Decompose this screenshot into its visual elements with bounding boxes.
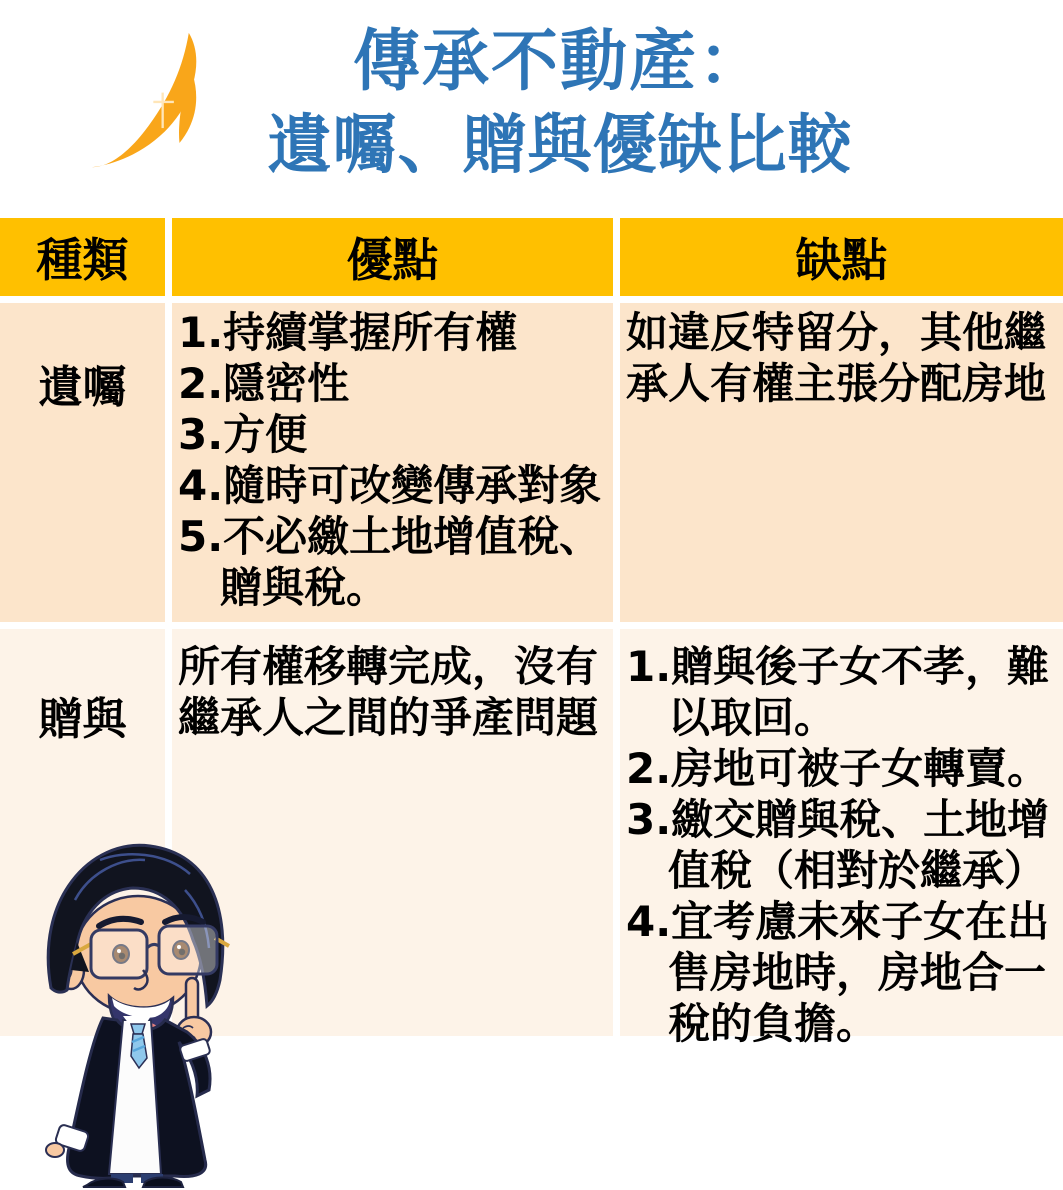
advantage-item: 4.隨時可改變傳承對象 <box>178 461 602 510</box>
disadvantage-item: 4.宜考慮未來子女在出售房地時，房地合一稅的負擔。 <box>626 897 1050 1048</box>
disadvantage-item: 如違反特留分，其他繼承人有權主張分配房地 <box>626 308 1047 408</box>
page-title <box>90 22 1030 185</box>
col-header-type: 種類 <box>0 218 165 296</box>
advantage-item: 所有權移轉完成，沒有繼承人之間的爭產問題 <box>178 642 599 742</box>
row-gift-type-label: 贈與 <box>0 629 165 1036</box>
lawyer-cartoon-mascot <box>5 830 270 1188</box>
advantage-item: 5.不必繳土地增值稅、贈與稅。 <box>178 512 602 612</box>
advantage-item: 3.方便 <box>178 410 308 459</box>
title-line-2: 遺囑、贈與優缺比較 <box>267 109 853 184</box>
row-will-type-label: 遺囑 <box>0 303 165 622</box>
col-header-disadvantages: 缺點 <box>620 218 1063 296</box>
row-will-advantages <box>172 303 613 622</box>
disadvantage-item: 3.繳交贈與稅、土地增值稅（相對於繼承） <box>626 795 1050 895</box>
row-gift-disadvantages <box>620 629 1063 1048</box>
advantage-item: 2.隱密性 <box>178 359 350 408</box>
disadvantage-item: 1.贈與後子女不孝，難以取回。 <box>626 642 1050 742</box>
disadvantage-item: 2.房地可被子女轉賣。 <box>626 744 1050 793</box>
col-header-advantages: 優點 <box>172 218 613 296</box>
title-line-1: 傳承不動產： <box>353 22 767 100</box>
row-will-disadvantages <box>620 303 1063 622</box>
advantage-item: 1.持續掌握所有權 <box>178 308 518 357</box>
mascot-robe <box>46 1016 211 1178</box>
